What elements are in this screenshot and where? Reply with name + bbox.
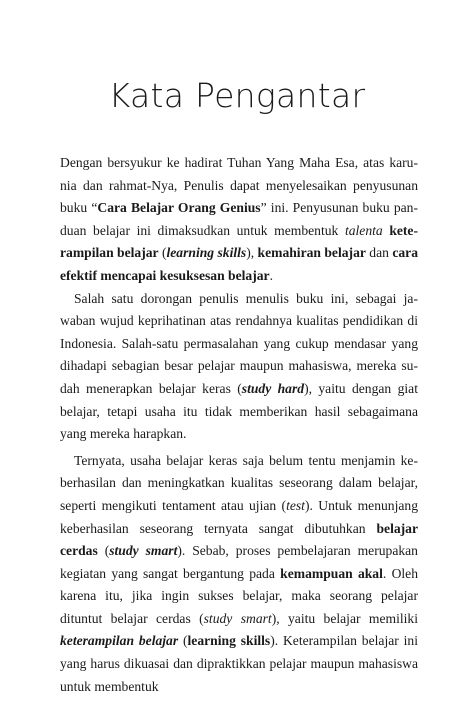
page-title: Kata Pengantar (108, 76, 366, 115)
text-run: . (269, 267, 273, 283)
bold-term: cara efektif mencapai kesuksesan belajar (60, 245, 419, 283)
bold-term: belajar cerdas (60, 520, 418, 559)
bold-term: kemahiran belajar (257, 245, 366, 261)
italic-term: study smart (203, 610, 272, 626)
text-run: . Oleh karena itu, jika ingin sukses belajar, maka seorang pelajar dituntut belajar cerdas ( (60, 565, 418, 626)
text-run: ). Untuk menunjang keberhasilan seseorang ternyata sangat dibutuhkan (60, 497, 418, 536)
text-run: ), yaitu belajar memiliki (271, 610, 418, 626)
bold-italic-term: study smart (109, 543, 178, 559)
paragraph-2 (60, 288, 418, 446)
text-run: ). Keterampilan belajar ini yang harus dikuasai dan dipraktikkan pelajar maupun mahasiswa untuk membentuk (60, 633, 418, 694)
text-run: ( (178, 633, 188, 649)
text-run: Ternyata, usaha belajar keras saja belum tentu menjamin ke-berhasilan dan meningkatkan kualitas seseorang dalam belajar, seperti mengikuti tentament atau ujian ( (60, 452, 418, 513)
text-run: dan (365, 245, 393, 261)
italic-term: test (286, 497, 305, 513)
bold-term: kete-rampilan belajar (60, 222, 418, 261)
bold-italic-term: learning skills (166, 245, 247, 261)
body-text (60, 152, 418, 698)
paragraph-1 (60, 152, 418, 288)
text-run: ), yaitu dengan giat belajar, tetapi usaha itu tidak memberikan hasil sebagaimana yang mereka harapkan. (60, 380, 418, 442)
text-run: ), (246, 245, 258, 261)
text-run: ( (97, 543, 110, 559)
paragraph-3 (60, 450, 418, 699)
bold-italic-term: keterampilan belajar (60, 633, 179, 649)
text-run: Salah satu dorongan penulis menulis buku ini, sebagai ja-waban wujud keprihatinan atas rendahnya kualitas pendidikan di Indonesia. Salah-satu permasalahan yang cukup mendasar yang dihadapi sebagian besar pelajar maupun mahasiswa, mereka su-dah menerapkan belajar keras ( (60, 290, 418, 396)
text-run: ). Sebab, proses pembelajaran merupakan kegiatan yang sangat bergantung pada (60, 543, 418, 581)
text-run: ” ini. Penyusunan buku pan-duan belajar ini dimaksudkan untuk membentuk (60, 200, 419, 238)
bold-term: kemampuan akal (280, 565, 383, 581)
text-run: Dengan bersyukur ke hadirat Tuhan Yang Maha Esa, atas karu-nia dan rahmat-Nya, Penulis dapat menyelesaikan penyusunan buku “ (60, 155, 418, 216)
bold-italic-term: study hard (241, 380, 305, 396)
bold-term: learning skills (187, 633, 271, 649)
book-title: Cara Belajar Orang Genius (97, 200, 261, 216)
text-run: ( (158, 245, 167, 261)
italic-term: talenta (344, 222, 383, 238)
